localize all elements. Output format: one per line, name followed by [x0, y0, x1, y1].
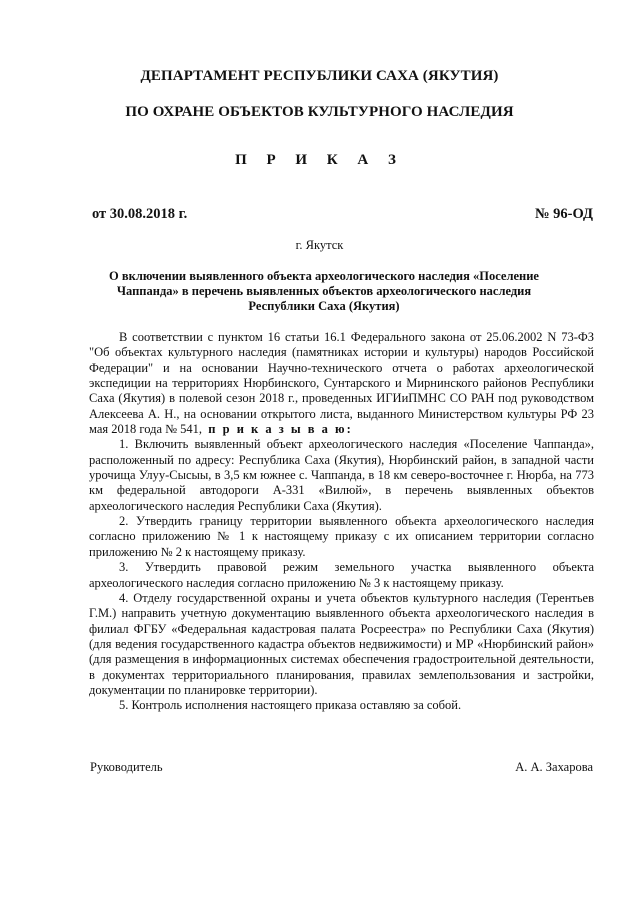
- order-item-2: 2. Утвердить границу территории выявленного объекта археологического наследия согласно приложению № 1 к настоящему приказу с их описанием территории согласно приложению № 2 к настоящему приказу.: [89, 514, 594, 559]
- signatory-position: Руководитель: [90, 760, 163, 774]
- signatory-name: А. А. Захарова: [515, 760, 593, 774]
- preamble-paragraph: [89, 330, 594, 437]
- order-subject: О включении выявленного объекта археологического наследия «Поселение Чаппанда» в перечень выявленных объектов археологического наследия Республики Саха (Якутия): [109, 269, 539, 313]
- department-name-line1: ДЕПАРТАМЕНТ РЕСПУБЛИКИ САХА (ЯКУТИЯ): [140, 68, 499, 84]
- order-item-1: 1. Включить выявленный объект археологического наследия «Поселение Чаппанда», расположенный по адресу: Республика Саха (Якутия), Нюрбинский район, в западной части урочища Улуу-Сысыы, в 3,5 км южнее с. Чаппанда, в 18 км северо-восточнее г. Нюрба, на 773 км федеральной автодороги А-331 «Вилюй», в перечень выявленных объектов археологического наследия Республики Саха (Якутия).: [89, 437, 594, 513]
- order-item-3: 3. Утвердить правовой режим земельного участка выявленного объекта археологического наследия согласно приложению № 3 к настоящему приказу.: [89, 560, 594, 590]
- order-body: [89, 330, 594, 714]
- order-city: г. Якутск: [295, 238, 344, 252]
- document-type: П Р И К А З: [235, 152, 404, 168]
- order-number: № 96-ОД: [534, 206, 593, 222]
- decree-word: п р и к а з ы в а ю:: [208, 422, 353, 437]
- preamble-text: В соответствии с пунктом 16 статьи 16.1 Федерального закона от 25.06.2002 N 73-ФЗ "Об объектах культурного наследия (памятниках истории и культуры) народов Российской Федерации" и на основании Научно-технического отчета о работах археологической экспедиции на территориях Нюрбинского, Сунтарского и Мирнинского районов Республики Саха (Якутия) в полевой сезон 2018 г., проведенных ИГИиПМНС СО РАН под руководством Алексеева А. Н., на основании открытого листа, выданного Министерством культуры РФ 23 мая 2018 года № 541,: [89, 330, 594, 437]
- department-name-line2: ПО ОХРАНЕ ОБЪЕКТОВ КУЛЬТУРНОГО НАСЛЕДИЯ: [125, 104, 514, 120]
- order-date: от 30.08.2018 г.: [92, 206, 188, 222]
- order-item-4: 4. Отделу государственной охраны и учета объектов культурного наследия (Терентьев Г.М.) направить учетную документацию выявленного объекта археологического наследия в филиал ФГБУ «Федеральная кадастровая палата Росреестра» по Республики Саха (Якутия) (для ведения государственного кадастра объектов недвижимости) и МР «Нюрбинский район» (для размещения в информационных системах обеспечения градостроительной деятельности, в документах территориального планирования, правилах землепользования и застройки, документации по планировке территории).: [89, 590, 594, 697]
- order-item-5: 5. Контроль исполнения настоящего приказа оставляю за собой.: [119, 698, 462, 713]
